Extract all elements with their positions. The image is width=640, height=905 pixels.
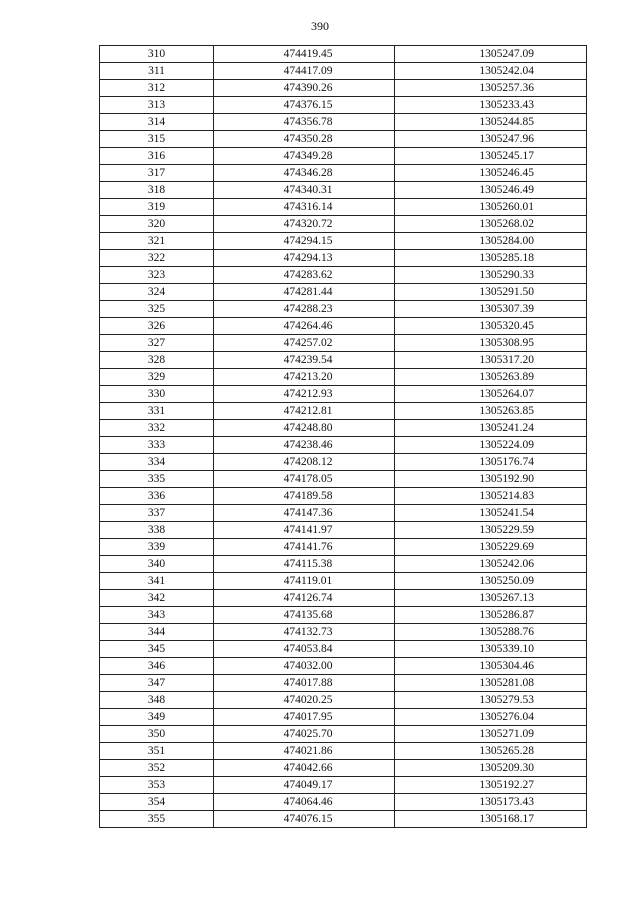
point-number-cell: 315 [100,131,214,148]
table-row [100,182,587,199]
y-coordinate-cell: 1305229.59 [395,522,587,539]
table-row [100,454,587,471]
x-coordinate-cell: 474350.28 [214,131,395,148]
table-row [100,97,587,114]
point-number-cell: 343 [100,607,214,624]
point-number-cell: 346 [100,658,214,675]
point-number-cell: 314 [100,114,214,131]
table-row [100,658,587,675]
y-coordinate-cell: 1305263.89 [395,369,587,386]
y-coordinate-cell: 1305245.17 [395,148,587,165]
x-coordinate-cell: 474213.20 [214,369,395,386]
y-coordinate-cell: 1305257.36 [395,80,587,97]
point-number-cell: 345 [100,641,214,658]
y-coordinate-cell: 1305192.27 [395,777,587,794]
x-coordinate-cell: 474419.45 [214,46,395,63]
y-coordinate-cell: 1305250.09 [395,573,587,590]
point-number-cell: 340 [100,556,214,573]
table-row [100,250,587,267]
point-number-cell: 347 [100,675,214,692]
y-coordinate-cell: 1305246.49 [395,182,587,199]
x-coordinate-cell: 474053.84 [214,641,395,658]
point-number-cell: 351 [100,743,214,760]
point-number-cell: 312 [100,80,214,97]
table-row [100,624,587,641]
y-coordinate-cell: 1305229.69 [395,539,587,556]
y-coordinate-cell: 1305339.10 [395,641,587,658]
y-coordinate-cell: 1305241.24 [395,420,587,437]
table-row [100,709,587,726]
x-coordinate-cell: 474115.38 [214,556,395,573]
point-number-cell: 350 [100,726,214,743]
point-number-cell: 331 [100,403,214,420]
point-number-cell: 329 [100,369,214,386]
x-coordinate-cell: 474147.36 [214,505,395,522]
point-number-cell: 325 [100,301,214,318]
x-coordinate-cell: 474239.54 [214,352,395,369]
y-coordinate-cell: 1305320.45 [395,318,587,335]
x-coordinate-cell: 474042.66 [214,760,395,777]
table-row [100,675,587,692]
y-coordinate-cell: 1305317.20 [395,352,587,369]
y-coordinate-cell: 1305284.00 [395,233,587,250]
x-coordinate-cell: 474021.86 [214,743,395,760]
y-coordinate-cell: 1305247.09 [395,46,587,63]
x-coordinate-cell: 474017.88 [214,675,395,692]
table-row [100,403,587,420]
y-coordinate-cell: 1305176.74 [395,454,587,471]
table-row [100,607,587,624]
y-coordinate-cell: 1305281.08 [395,675,587,692]
point-number-cell: 313 [100,97,214,114]
y-coordinate-cell: 1305173.43 [395,794,587,811]
point-number-cell: 311 [100,63,214,80]
y-coordinate-cell: 1305260.01 [395,199,587,216]
point-number-cell: 337 [100,505,214,522]
table-row [100,131,587,148]
y-coordinate-cell: 1305265.28 [395,743,587,760]
y-coordinate-cell: 1305271.09 [395,726,587,743]
point-number-cell: 348 [100,692,214,709]
table-row [100,318,587,335]
x-coordinate-cell: 474294.15 [214,233,395,250]
table-row [100,641,587,658]
x-coordinate-cell: 474132.73 [214,624,395,641]
x-coordinate-cell: 474264.46 [214,318,395,335]
point-number-cell: 320 [100,216,214,233]
y-coordinate-cell: 1305233.43 [395,97,587,114]
coordinates-table [99,45,587,828]
y-coordinate-cell: 1305286.87 [395,607,587,624]
table-row [100,301,587,318]
table-row [100,284,587,301]
x-coordinate-cell: 474238.46 [214,437,395,454]
point-number-cell: 318 [100,182,214,199]
table-row [100,335,587,352]
y-coordinate-cell: 1305290.33 [395,267,587,284]
point-number-cell: 332 [100,420,214,437]
x-coordinate-cell: 474020.25 [214,692,395,709]
table-row [100,794,587,811]
x-coordinate-cell: 474340.31 [214,182,395,199]
point-number-cell: 326 [100,318,214,335]
x-coordinate-cell: 474189.58 [214,488,395,505]
y-coordinate-cell: 1305304.46 [395,658,587,675]
point-number-cell: 321 [100,233,214,250]
point-number-cell: 316 [100,148,214,165]
table-row [100,420,587,437]
x-coordinate-cell: 474356.78 [214,114,395,131]
y-coordinate-cell: 1305264.07 [395,386,587,403]
table-row [100,777,587,794]
table-row [100,488,587,505]
table-row [100,216,587,233]
table-row [100,386,587,403]
table-row [100,233,587,250]
page-number: 390 [311,19,329,33]
y-coordinate-cell: 1305209.30 [395,760,587,777]
x-coordinate-cell: 474049.17 [214,777,395,794]
table-row [100,114,587,131]
point-number-cell: 339 [100,539,214,556]
x-coordinate-cell: 474212.93 [214,386,395,403]
table-row [100,505,587,522]
x-coordinate-cell: 474025.70 [214,726,395,743]
y-coordinate-cell: 1305267.13 [395,590,587,607]
y-coordinate-cell: 1305244.85 [395,114,587,131]
y-coordinate-cell: 1305288.76 [395,624,587,641]
table-row [100,726,587,743]
point-number-cell: 349 [100,709,214,726]
point-number-cell: 333 [100,437,214,454]
table-row [100,352,587,369]
x-coordinate-cell: 474141.76 [214,539,395,556]
table-row [100,471,587,488]
table-row [100,63,587,80]
point-number-cell: 344 [100,624,214,641]
table-row [100,522,587,539]
point-number-cell: 355 [100,811,214,828]
point-number-cell: 322 [100,250,214,267]
point-number-cell: 319 [100,199,214,216]
table-row [100,165,587,182]
x-coordinate-cell: 474248.80 [214,420,395,437]
y-coordinate-cell: 1305246.45 [395,165,587,182]
x-coordinate-cell: 474316.14 [214,199,395,216]
x-coordinate-cell: 474257.02 [214,335,395,352]
table-row [100,199,587,216]
x-coordinate-cell: 474064.46 [214,794,395,811]
y-coordinate-cell: 1305242.04 [395,63,587,80]
table-row [100,692,587,709]
point-number-cell: 327 [100,335,214,352]
point-number-cell: 323 [100,267,214,284]
table-row [100,743,587,760]
y-coordinate-cell: 1305224.09 [395,437,587,454]
table-row [100,573,587,590]
table-row [100,590,587,607]
x-coordinate-cell: 474346.28 [214,165,395,182]
x-coordinate-cell: 474390.26 [214,80,395,97]
point-number-cell: 342 [100,590,214,607]
y-coordinate-cell: 1305168.17 [395,811,587,828]
x-coordinate-cell: 474032.00 [214,658,395,675]
y-coordinate-cell: 1305214.83 [395,488,587,505]
point-number-cell: 341 [100,573,214,590]
x-coordinate-cell: 474349.28 [214,148,395,165]
table-row [100,556,587,573]
point-number-cell: 353 [100,777,214,794]
y-coordinate-cell: 1305268.02 [395,216,587,233]
x-coordinate-cell: 474141.97 [214,522,395,539]
y-coordinate-cell: 1305307.39 [395,301,587,318]
x-coordinate-cell: 474119.01 [214,573,395,590]
point-number-cell: 338 [100,522,214,539]
x-coordinate-cell: 474212.81 [214,403,395,420]
y-coordinate-cell: 1305242.06 [395,556,587,573]
point-number-cell: 352 [100,760,214,777]
point-number-cell: 335 [100,471,214,488]
y-coordinate-cell: 1305291.50 [395,284,587,301]
x-coordinate-cell: 474320.72 [214,216,395,233]
x-coordinate-cell: 474178.05 [214,471,395,488]
point-number-cell: 336 [100,488,214,505]
x-coordinate-cell: 474135.68 [214,607,395,624]
x-coordinate-cell: 474376.15 [214,97,395,114]
x-coordinate-cell: 474076.15 [214,811,395,828]
point-number-cell: 324 [100,284,214,301]
point-number-cell: 310 [100,46,214,63]
y-coordinate-cell: 1305285.18 [395,250,587,267]
point-number-cell: 317 [100,165,214,182]
x-coordinate-cell: 474281.44 [214,284,395,301]
x-coordinate-cell: 474294.13 [214,250,395,267]
y-coordinate-cell: 1305279.53 [395,692,587,709]
y-coordinate-cell: 1305192.90 [395,471,587,488]
x-coordinate-cell: 474417.09 [214,63,395,80]
table-row [100,80,587,97]
table-row [100,437,587,454]
point-number-cell: 354 [100,794,214,811]
table-row [100,369,587,386]
point-number-cell: 328 [100,352,214,369]
x-coordinate-cell: 474208.12 [214,454,395,471]
table-row [100,539,587,556]
y-coordinate-cell: 1305276.04 [395,709,587,726]
x-coordinate-cell: 474283.62 [214,267,395,284]
y-coordinate-cell: 1305241.54 [395,505,587,522]
x-coordinate-cell: 474288.23 [214,301,395,318]
x-coordinate-cell: 474126.74 [214,590,395,607]
point-number-cell: 330 [100,386,214,403]
table-row [100,267,587,284]
coordinates-table-body [100,46,587,828]
table-row [100,46,587,63]
table-row [100,811,587,828]
table-row [100,148,587,165]
table-row [100,760,587,777]
x-coordinate-cell: 474017.95 [214,709,395,726]
y-coordinate-cell: 1305247.96 [395,131,587,148]
y-coordinate-cell: 1305308.95 [395,335,587,352]
y-coordinate-cell: 1305263.85 [395,403,587,420]
point-number-cell: 334 [100,454,214,471]
